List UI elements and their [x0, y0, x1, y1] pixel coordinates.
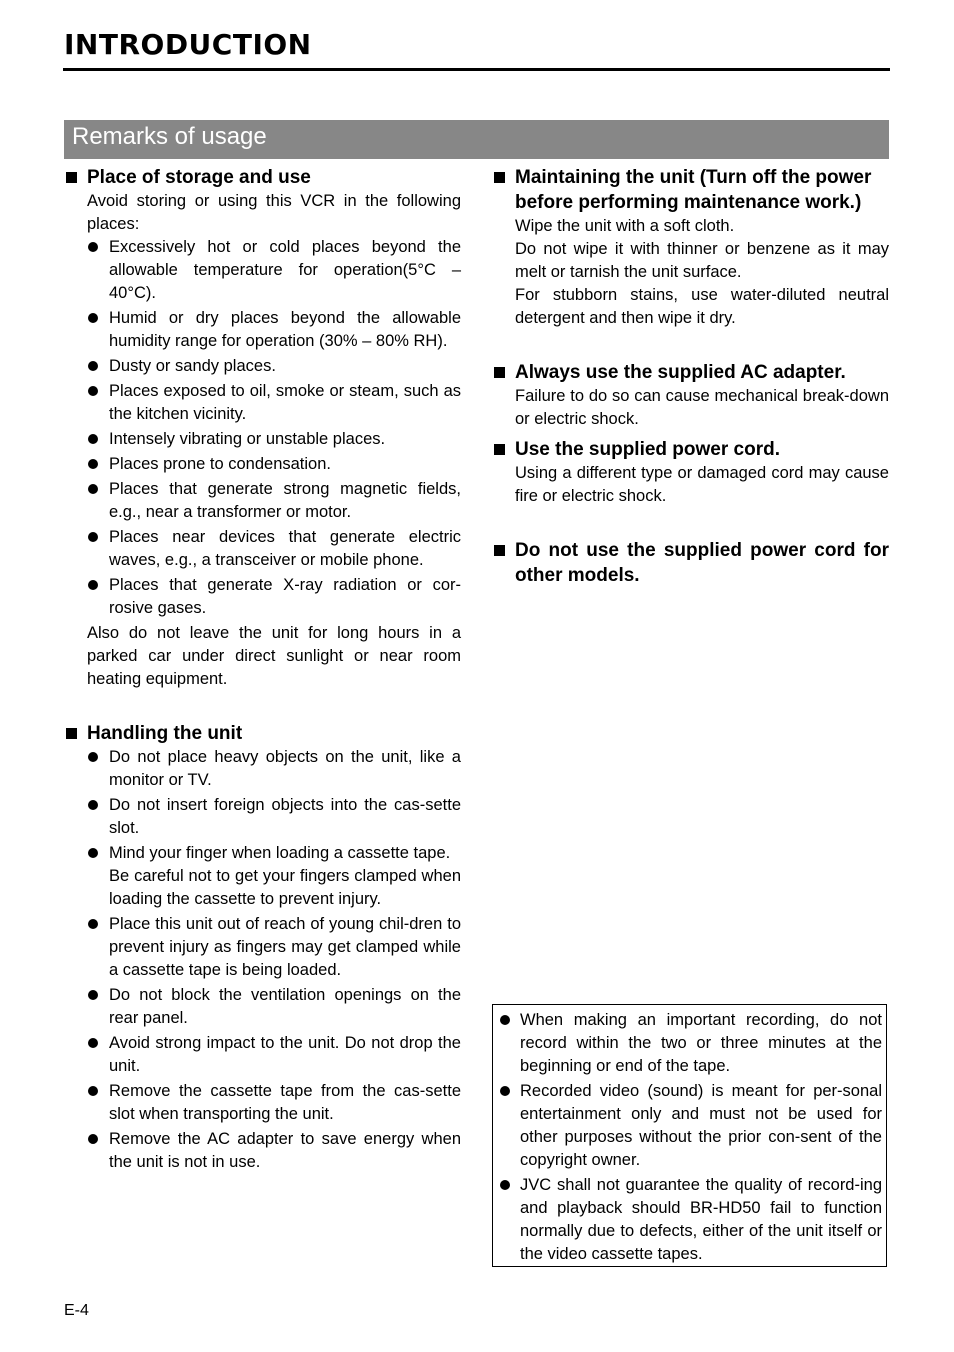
bullet-dot-icon — [88, 242, 98, 252]
list-item: Place this unit out of reach of young chil-dren to prevent injury as fingers may get clamped while a cassette tape is being loaded. — [87, 913, 461, 982]
bullet-dot-icon — [88, 532, 98, 542]
adapter-heading — [492, 360, 889, 385]
bullet-dot-icon — [88, 1038, 98, 1048]
square-bullet-icon — [66, 172, 77, 183]
other-models-heading-text: Do not use the supplied power cord for other models. — [515, 540, 889, 586]
storage-outro: Also do not leave the unit for long hours in a parked car under direct sunlight or near room heating equipment. — [87, 624, 461, 688]
bullet-dot-icon — [88, 800, 98, 810]
cord-heading-text: Use the supplied power cord. — [515, 439, 780, 460]
bullet-dot-icon — [88, 386, 98, 396]
page-title: INTRODUCTION — [64, 28, 312, 61]
bullet-dot-icon — [88, 1134, 98, 1144]
bullet-dot-icon — [88, 1086, 98, 1096]
list-item: Humid or dry places beyond the allowable humidity range for operation (30% – 80% RH). — [87, 307, 461, 353]
square-bullet-icon — [494, 545, 505, 556]
list-item: Intensely vibrating or unstable places. — [87, 428, 461, 451]
section-heading-bar — [64, 120, 889, 159]
cord-heading — [492, 437, 889, 462]
handling-item-extra: Be careful not to get your fingers clamped when loading the cassette to prevent injury. — [109, 867, 461, 908]
list-item: Recorded video (sound) is meant for per-sonal entertainment only and must not be used for other purposes without the prior con-sent of the copyright owner. — [497, 1080, 882, 1172]
bullet-dot-icon — [88, 459, 98, 469]
page-number: E-4 — [64, 1302, 89, 1319]
bullet-dot-icon — [500, 1180, 510, 1190]
list-item: Places prone to condensation. — [87, 453, 461, 476]
storage-heading — [64, 165, 461, 190]
maintain-p2: Do not wipe it with thinner or benzene as it may melt or tarnish the unit surface. — [515, 240, 889, 281]
square-bullet-icon — [494, 367, 505, 378]
handling-heading-text: Handling the unit — [87, 723, 243, 744]
adapter-heading-text: Always use the supplied AC adapter. — [515, 362, 846, 383]
cord-p1: Using a different type or damaged cord may cause fire or electric shock. — [515, 464, 889, 505]
bullet-dot-icon — [88, 752, 98, 762]
bullet-dot-icon — [88, 484, 98, 494]
list-item: Excessively hot or cold places beyond the allowable temperature for operation(5°C – 40°C). — [87, 236, 461, 305]
left-column — [64, 165, 461, 1176]
list-item: Do not place heavy objects on the unit, like a monitor or TV. — [87, 746, 461, 792]
bullet-dot-icon — [88, 848, 98, 858]
storage-list — [64, 236, 461, 620]
storage-heading-text: Place of storage and use — [87, 167, 311, 188]
section-title: Remarks of usage — [72, 123, 267, 150]
maintain-heading — [492, 165, 889, 215]
list-item: JVC shall not guarantee the quality of record-ing and playback should BR-HD50 fail to function normally due to defects, either of the unit itself or the video cassette tapes. — [497, 1174, 882, 1266]
square-bullet-icon — [66, 728, 77, 739]
list-item: Mind your finger when loading a cassette tape. Be careful not to get your fingers clamped when loading the cassette to prevent injury. — [87, 842, 461, 911]
maintain-p3: For stubborn stains, use water-diluted neutral detergent and then wipe it dry. — [515, 286, 889, 327]
bullet-dot-icon — [500, 1015, 510, 1025]
adapter-p1: Failure to do so can cause mechanical break-down or electric shock. — [515, 387, 889, 428]
list-item: Places that generate strong magnetic fields, e.g., near a transformer or motor. — [87, 478, 461, 524]
bullet-dot-icon — [88, 580, 98, 590]
square-bullet-icon — [494, 172, 505, 183]
bullet-dot-icon — [88, 361, 98, 371]
square-bullet-icon — [494, 444, 505, 455]
other-models-heading — [492, 538, 889, 588]
list-item: Places that generate X-ray radiation or cor-rosive gases. — [87, 574, 461, 620]
list-item: Remove the cassette tape from the cas-sette slot when transporting the unit. — [87, 1080, 461, 1126]
bullet-dot-icon — [500, 1086, 510, 1096]
notes-box — [492, 1004, 887, 1267]
right-column — [492, 165, 889, 588]
bullet-dot-icon — [88, 313, 98, 323]
list-item: Do not block the ventilation openings on the rear panel. — [87, 984, 461, 1030]
list-item: Remove the AC adapter to save energy when the unit is not in use. — [87, 1128, 461, 1174]
list-item: Places near devices that generate electric waves, e.g., a transceiver or mobile phone. — [87, 526, 461, 572]
handling-heading — [64, 721, 461, 746]
storage-intro: Avoid storing or using this VCR in the following places: — [87, 192, 461, 233]
list-item: Dusty or sandy places. — [87, 355, 461, 378]
list-item: When making an important recording, do not record within the two or three minutes at the beginning or end of the tape. — [497, 1009, 882, 1078]
bullet-dot-icon — [88, 990, 98, 1000]
maintain-heading-text: Maintaining the unit (Turn off the power before performing maintenance work.) — [515, 167, 872, 213]
bullet-dot-icon — [88, 434, 98, 444]
notes-list — [497, 1009, 882, 1266]
maintain-p1: Wipe the unit with a soft cloth. — [515, 217, 735, 235]
list-item: Avoid strong impact to the unit. Do not drop the unit. — [87, 1032, 461, 1078]
title-rule — [63, 68, 890, 71]
list-item: Do not insert foreign objects into the cas-sette slot. — [87, 794, 461, 840]
handling-list — [64, 746, 461, 1174]
list-item: Places exposed to oil, smoke or steam, such as the kitchen vicinity. — [87, 380, 461, 426]
bullet-dot-icon — [88, 919, 98, 929]
